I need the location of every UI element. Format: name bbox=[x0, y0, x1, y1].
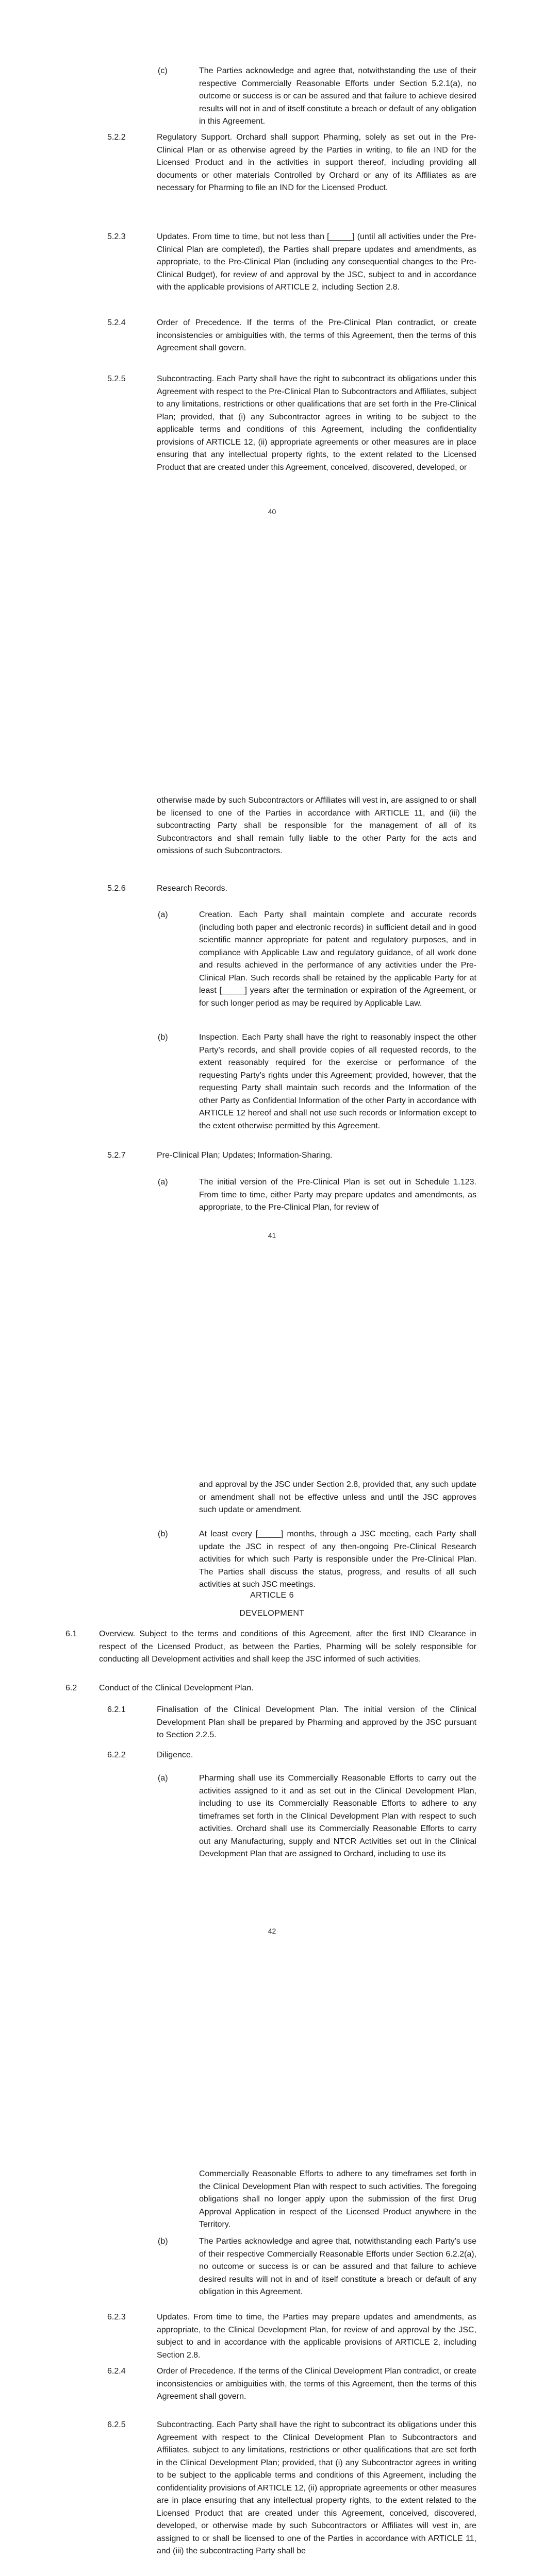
page-number: 41 bbox=[268, 1231, 276, 1240]
clause-label: 5.2.6 bbox=[107, 884, 126, 893]
clause-text: At least every [_____] months, through a JSC meeting, each Party shall update the JSC in respect of any then-ongoing Pre-Clinical Research activities for which such Party is responsible under the Pre-Clinical Plan. The Parties shall discuss the status, progress, and results of all such activities at such JSC meetings. bbox=[199, 1530, 476, 1589]
clause-text: Order of Precedence. If the terms of the Clinical Development Plan contradict, or create inconsistencies or ambiguities with, the terms of this Agreement, then the terms of this Agreement shall govern. bbox=[157, 2367, 476, 2401]
clause-text: Regulatory Support. Orchard shall support Pharming, solely as set out in the Pre-Clinical Plan or as otherwise agreed by the Parties in writing, to file an IND for the Licensed Product and in the activities in support thereof, including providing all documents or other materials Controlled by Orchard or any of its Affiliates as are necessary for Pharming to file an IND for the Licensed Product. bbox=[157, 133, 476, 192]
document-page bbox=[0, 1406, 544, 2110]
clause-label: (b) bbox=[158, 2237, 168, 2246]
clause-text: Creation. Each Party shall maintain complete and accurate records (including both paper and electronic records) in sufficient detail and in good scientific manner appropriate for patent and regulatory purposes, and in compliance with Applicable Law and regulatory guidance, of all work done and results achieved in the performance of any activities under the Pre-Clinical Plan. Such records shall be retained by the applicable Party for at least [_____] years after the termination or expiration of the Agreement, or for such longer period as may be required by Applicable Law. bbox=[199, 910, 476, 1008]
page-number: 42 bbox=[268, 1927, 276, 1935]
article-title: DEVELOPMENT bbox=[239, 1609, 305, 1618]
clause-text: The Parties acknowledge and agree that, notwithstanding the use of their respective Commercially Reasonable Efforts under Section 5.2.1(a), no outcome or success is or can be assured and that failure to achieve desired results will not in and of itself constitute a breach or default of any obligation in this Agreement. bbox=[199, 66, 476, 126]
clause-label: 6.2.4 bbox=[107, 2367, 126, 2376]
clause-label: 6.1 bbox=[65, 1630, 77, 1638]
clause-label: 5.2.5 bbox=[107, 375, 126, 383]
clause-label: (c) bbox=[158, 66, 168, 75]
clause-text: Updates. From time to time, but not less than [_____] (until all activities under the Pre-Clinical Plan are completed), the Parties shall prepare updates and amendments, as appropriate, to the Pre-Clinical Plan (including any consequential changes to the Pre-Clinical Budget), for review of and approval by the JSC, subject to and in accordance with the applicable provisions of ARTICLE 2, including Section 2.8. bbox=[157, 232, 476, 292]
clause-heading: Research Records. bbox=[157, 884, 227, 893]
document-page bbox=[0, 703, 544, 1406]
clause-heading: Conduct of the Clinical Development Plan. bbox=[99, 1684, 254, 1692]
clause-text: Subcontracting. Each Party shall have the right to subcontract its obligations under this Agreement with respect to the Pre-Clinical Plan to Subcontractors and Affiliates, subject to any limitations, restrictions or other qualifications that are set forth in the Pre-Clinical Plan; provided, that (i) any Subcontractor agrees in writing to be subject to the applicable terms and conditions of this Agreement, including the confidentiality provisions of ARTICLE 12, (ii) appropriate agreements or other measures are in place ensuring that any intellectual property rights, to the extent related to the Licensed Product that are created under this Agreement, conceived, discovered, developed, or bbox=[157, 375, 476, 472]
clause-heading: Diligence. bbox=[157, 1751, 193, 1759]
clause-text: Commercially Reasonable Efforts to adhere to any timeframes set forth in the Clinical Development Plan with respect to such activities. The foregoing obligations shall no longer apply upon the submission of the first Drug Approval Application in respect of the Licensed Product anywhere in the Territory. bbox=[199, 2170, 476, 2229]
clause-heading: Pre-Clinical Plan; Updates; Information-Sharing. bbox=[157, 1151, 333, 1160]
page-number: 40 bbox=[268, 507, 276, 516]
document-page bbox=[0, 2110, 544, 2576]
document-page bbox=[0, 0, 544, 703]
clause-text: Inspection. Each Party shall have the right to reasonably inspect the other Party’s records, and shall provide copies of all requested records, to the extent reasonably required for the exercise or performance of the requesting Party’s rights under this Agreement; provided, however, that the requesting Party shall maintain such records and the Information of the other Party as Confidential Information of the other Party in accordance with ARTICLE 12 hereof and shall not use such records or Information except to the extent otherwise permitted by this Agreement. bbox=[199, 1033, 476, 1130]
clause-text: Finalisation of the Clinical Development Plan. The initial version of the Clinical Development Plan shall be prepared by Pharming and approved by the JSC pursuant to Section 2.2.5. bbox=[157, 1705, 476, 1739]
clause-label: 6.2 bbox=[65, 1684, 77, 1692]
clause-label: 5.2.4 bbox=[107, 318, 126, 327]
clause-label: (b) bbox=[158, 1530, 168, 1538]
clause-text: The Parties acknowledge and agree that, notwithstanding each Party’s use of their respective Commercially Reasonable Efforts under Section 6.2.2(a), no outcome or success is or can be assured and that failure to achieve desired results will not in and of itself constitute a breach or default of any obligation in this Agreement. bbox=[199, 2237, 476, 2296]
clause-label: 6.2.5 bbox=[107, 2420, 126, 2429]
clause-text: Pharming shall use its Commercially Reasonable Efforts to carry out the activities assigned to it and as set out in the Clinical Development Plan, including to use its Commercially Reasonable Efforts to adhere to any timeframes set forth in the Clinical Development Plan with respect to such activities. Orchard shall use its Commercially Reasonable Efforts to carry out any Manufacturing, supply and NTCR Activities set out in the Clinical Development Plan that are assigned to Orchard, including to use its bbox=[199, 1774, 476, 1858]
clause-label: (a) bbox=[158, 1774, 168, 1783]
clause-text: Updates. From time to time, the Parties may prepare updates and amendments, as appropriate, to the Clinical Development Plan, for review of and approval by the JSC, subject to and in accordance with the applicable provisions of ARTICLE 2, including Section 2.8. bbox=[157, 2313, 476, 2360]
clause-label: (a) bbox=[158, 910, 168, 919]
clause-label: (b) bbox=[158, 1033, 168, 1042]
article-number: ARTICLE 6 bbox=[250, 1591, 294, 1600]
clause-label: (a) bbox=[158, 1178, 168, 1187]
clause-text: Overview. Subject to the terms and conditions of this Agreement, after the first IND Clearance in respect of the Licensed Product, as between the Parties, Pharming will be solely responsible for conducting all Development activities and shall keep the JSC informed of such activities. bbox=[99, 1630, 476, 1664]
clause-label: 6.2.2 bbox=[107, 1751, 126, 1759]
clause-text: and approval by the JSC under Section 2.8, provided that, any such update or amendment shall not be effective unless and until the JSC approves such update or amendment. bbox=[199, 1480, 476, 1514]
clause-label: 6.2.3 bbox=[107, 2313, 126, 2321]
clause-label: 5.2.2 bbox=[107, 133, 126, 142]
clause-text: Subcontracting. Each Party shall have the right to subcontract its obligations under this Agreement with respect to the Clinical Development Plan to Subcontractors and Affiliates, subject to any limitations, restrictions or other qualifications that are set forth in the Clinical Development Plan; provided, that (i) any Subcontractor agrees in writing to be subject to the applicable terms and conditions of this Agreement, including the confidentiality provisions of ARTICLE 12, (ii) appropriate agreements or other measures are in place ensuring that any intellectual property rights, to the extent related to the Licensed Product that are created under this Agreement, conceived, discovered, developed, or otherwise made by such Subcontractors or Affiliates will vest in, are assigned to or shall be licensed to one of the Parties in accordance with ARTICLE 11, and (iii) the subcontracting Party shall be bbox=[157, 2420, 476, 2555]
clause-text: otherwise made by such Subcontractors or Affiliates will vest in, are assigned to or shall be licensed to one of the Parties in accordance with ARTICLE 11, and (iii) the subcontracting Party shall be responsible for the management of all of its Subcontractors and shall remain fully liable to the other Party for the acts and omissions of such Subcontractors. bbox=[157, 796, 476, 855]
clause-text: Order of Precedence. If the terms of the Pre-Clinical Plan contradict, or create inconsistencies or ambiguities with, the terms of this Agreement, then the terms of this Agreement shall govern. bbox=[157, 318, 476, 352]
clause-label: 5.2.7 bbox=[107, 1151, 126, 1160]
clause-label: 5.2.3 bbox=[107, 232, 126, 241]
clause-text: The initial version of the Pre-Clinical Plan is set out in Schedule 1.123. From time to time, either Party may prepare updates and amendments, as appropriate, to the Pre-Clinical Plan, for review of bbox=[199, 1178, 476, 1212]
clause-label: 6.2.1 bbox=[107, 1705, 126, 1714]
